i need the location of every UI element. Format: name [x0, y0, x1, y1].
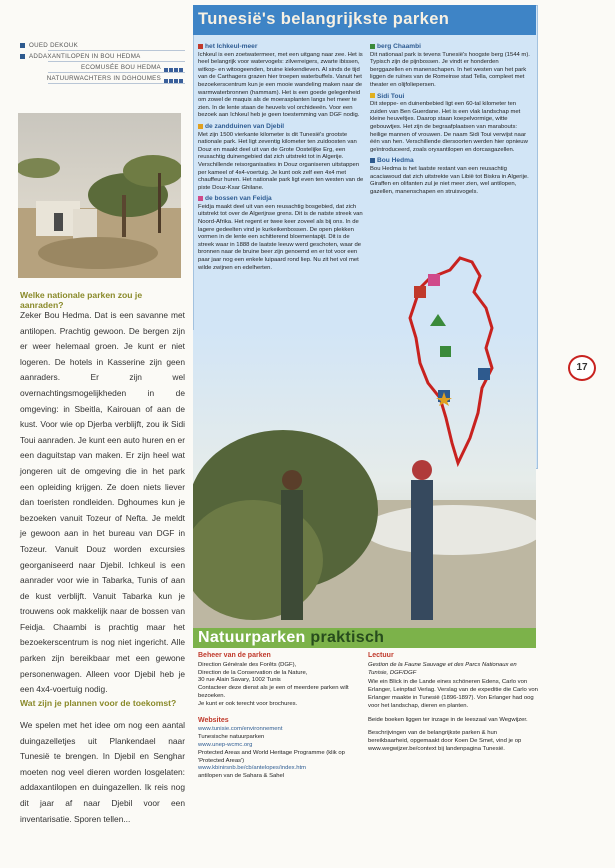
lectuur-item: Gestion de la Faune Sauvage et des Parcs Nationaux en Tunisie, DGF/DGF: [368, 661, 517, 676]
panel-title: Tunesië's belangrijkste parken: [198, 10, 450, 28]
closing-text: Beschrijvingen van de belangrijkste parken & hun bereikbaarheid, opgemaakt door Koen De Smet, vind je op www.wegwijzer.be/context bij landenpagina Tunesië.: [368, 730, 522, 752]
legend-label: ADDAXANTILOPEN IN BOU HEDMA: [29, 53, 141, 60]
lectuur-heading: Lectuur: [368, 652, 394, 659]
photo-park-building: [18, 113, 181, 278]
legend-item: [20, 51, 185, 62]
websites-heading: Websites: [198, 716, 229, 724]
park-text: Feidja maakt deel uit van een reusachtig bosgebied, dat zich uitstrekt tot over de Algerijnse grens. Dit is de natste streek van Noord-Afrika. Het regent er twee keer zoveel als bij ons. In de lagere gedeelten vind je kurkeikenbossen. De open plekken vormen in de lente een schitterend bloementapijt. Dit is de streek waar in 1888 de laatste leeuw werd geschoten, waar de bronnen naar de bruine beer zijn genoemd en er tot voor een paar jaar nog een enkele luipaard rond liep. Nu zit het vol met wilde zwijnen en edelherten.: [198, 203, 363, 271]
website-desc: Tunesische natuurparken: [198, 734, 265, 741]
legend-item: [20, 40, 185, 51]
park-heading: berg Chaambi: [370, 43, 530, 51]
practical-title-a: Natuurparken: [198, 629, 306, 646]
legend-item: [20, 73, 185, 84]
beheer-line: Direction Générale des Forêts (DGF),: [198, 661, 297, 668]
ranger-1-figure: [281, 490, 303, 620]
park-icon: [370, 93, 375, 98]
beheer-line: Contacteer deze dienst als je een of meerdere parken wilt bezoeken.: [198, 685, 349, 699]
website-desc: Protected Areas and World Heritage Programme (klik op 'Protected Areas'): [198, 749, 345, 764]
beheer-line: Direction de la Conservation de la Nature,: [198, 669, 308, 676]
website-desc: antilopen van de Sahara & Sahel: [198, 773, 285, 780]
park-heading: de bossen van Feidja: [198, 195, 366, 203]
map-icon-ichkeul: [414, 286, 426, 298]
park-icon: [370, 158, 375, 163]
map-icon-feidja: [428, 274, 440, 286]
park-heading: Sidi Toui: [370, 93, 530, 101]
question-1: Welke nationale parken zou je aanraden?: [20, 290, 143, 310]
tunisia-map: [400, 248, 510, 468]
map-icon-bou-hedma: [440, 346, 451, 357]
park-heading: de zandduinen van Djebil: [198, 123, 366, 131]
beheer-line: 30 rue Alain Savary, 1002 Tunis: [198, 677, 281, 684]
park-icon: [370, 44, 375, 49]
map-icon-chaambi: [430, 314, 446, 326]
beheer-heading: Beheer van de parken: [198, 652, 271, 659]
park-text: Ichkeul is een zoetwatermeer, met een uitgang naar zee. Het is heel belangrijk voor watervogels: zilverreigers, zwarte ibissen, witkop- en witoogeenden, bruine kiekendieven. Al sinds de tijd van de Carthagers grazen hier troepen waterbuffels. Vanuit het bezoekerscentrum kun je een mooie wandeling maken naar de warmwaterbronnen (hammam). Het is een goede gelegenheid om zowel de maquis als de moerasplanten langs het meer te zien. In de lente staan de heuvels vol orchideeën. Voor een bezoek aan Ichkeul heb je geen toestemming van DGF nodig.: [198, 51, 363, 119]
park-text: Met zijn 1500 vierkante kilometer is dit Tunesië's grootste nationale park. Het ligt zeventig kilometer ten zuidoosten van Douz en maakt deel uit van de Grote Oostelijke Erg, een reusachtig duinengebied dat zich uitstrekt tot in Algerije. Verschillende reisorganisaties in Douz organiseren uitstappen per kameel of 4x4-voertuig. Je kunt ook zelf een 4x4 met chauffeur huren. Het nationale park ligt even ten westen van de piste Douz-Ksar Ghilane.: [198, 131, 364, 191]
legend-label: NATUURWACHTERS IN DGHOUMES: [46, 75, 161, 82]
park-icon: [198, 44, 203, 49]
website-link[interactable]: www.kbinirsnb.be/cb/antelopes/index.htm: [198, 765, 307, 772]
park-icon: [198, 124, 203, 129]
practical-right: [368, 652, 538, 754]
section-legend: [20, 40, 185, 84]
park-text: Dit nationaal park is tevens Tunesië's hoogste berg (1544 m). Typisch zijn de pijnbossen. Je vindt er honderden berggazellen en manenschapen. In het westen van het park liggen de ruïnes van de Romeinse stad Tella, compleet met theater en olijfoliepersen.: [370, 51, 530, 88]
answer-2: We spelen met het idee om nog een aantal duingazelletjes uit Plankendael naar Tunesië te brengen. In Djebil en Senghar moeten nog veel dieren worden losgelaten: addaxantilopen en duingazellen. Ik reis nog dit jaar af naar Djebil voor een inventarisatie. Sporen tellen...: [20, 720, 185, 824]
page-number: 17: [568, 355, 596, 381]
lectuur-note: Beide boeken liggen ter inzage in de leeszaal van Wegwijzer.: [368, 716, 528, 723]
answer-1: Zeker Bou Hedma. Dat is een savanne met antilopen. Prachtig gewoon. De bergen zijn er weer helemaal groen. Je kunt er niet logeren. De hotels in Kasserine zijn geen aanraders. Er zijn wel overnachtingsmogelijkheden in de omgeving: in Sbeitla, Kairouan of aan de kust. Voor wie op Djerba verblijft, zou ik Sidi Toui aanraden. Je kunt een auto huren en er een daguitstap van maken. Er zijn heel wat jongeren uit de omgeving die in het park een opleiding krijgen. Ze doen niets liever dan toeristen rondleiden. Dghoumes kun je bezoeken vanuit Tozeur of Nefta. Je meldt je gewoon aan in het bureau van DGF in Tozeur. Vanuit Douz worden excursies georganiseerd naar Djebil. Ichkeul is een aanrader voor wie in Tabarka, Tunis of aan de kust verblijft. Vanuit Tabarka kun je trouwens ook makkelijk naar de bossen van Feidja. Chaambi is prachtig maar het bezoekerscentrum is nog niet ingericht. Alle parken zijn bereikbaar met een gewone personenwagen. Alleen voor Djebil heb je een 4x4-voertuig nodig.: [20, 310, 185, 695]
legend-item: [20, 62, 185, 73]
practical-left: [198, 652, 363, 781]
park-text: Dit steppe- en duinenbebied ligt een 60-tal kilometer ten zuiden van Ben Guerdane. Het is een vlak landschap met kleine heuveltjes. Daarop staan koepelvormige, witte gebouwtjes. Het zijn de begraafplaatsen van marabouts: heilige mannen of vrouwen. De naam Sidi Toui verwijst naar één van hen. Verschillende diersoorten werden hier opnieuw geïntroduceerd, zoals oryxantilopen en dorcasgazellen.: [370, 101, 528, 153]
parks-column-left: [198, 40, 366, 273]
legend-label: OUED DEKOUK: [29, 42, 79, 49]
legend-label: ECOMUSÉE BOU HEDMA: [80, 64, 161, 71]
practical-title: [198, 629, 384, 647]
park-text: Bou Hedma is het laatste restant van een reusachtig acaciawoud dat zich uitstrekte van Libië tot Biskra in Algerije. Giraffen en olifanten zul je niet meer zien, wel antilopen, gazellen, manenschapen en struisvogels.: [370, 165, 529, 195]
park-icon: [198, 196, 203, 201]
ranger-2-figure: [411, 480, 433, 620]
lectuur-item: Wie ein Blick in die Lande eines schöneren Edens, Carlo von Erlanger, Leinpfad Verlag. Verslag van de expeditie die Carlo von Erlanger maakte in Tunesië (1896-1897). Von Erlanger had oog voor het landschap, dieren en planten.: [368, 679, 538, 709]
practical-title-b: praktisch: [310, 629, 385, 646]
map-icon-sidi-toui: [478, 368, 490, 380]
park-heading: Bou Hedma: [370, 157, 530, 165]
parks-column-right: [370, 40, 530, 197]
park-heading: het Ichkeul-meer: [198, 43, 366, 51]
website-link[interactable]: www.tunisie.com/environnement: [198, 726, 283, 733]
website-link[interactable]: www.unep-wcmc.org: [198, 741, 253, 748]
beheer-line: Je kunt er ook terecht voor brochures.: [198, 700, 298, 707]
question-2: Wat zijn je plannen voor de toekomst?: [20, 698, 177, 708]
